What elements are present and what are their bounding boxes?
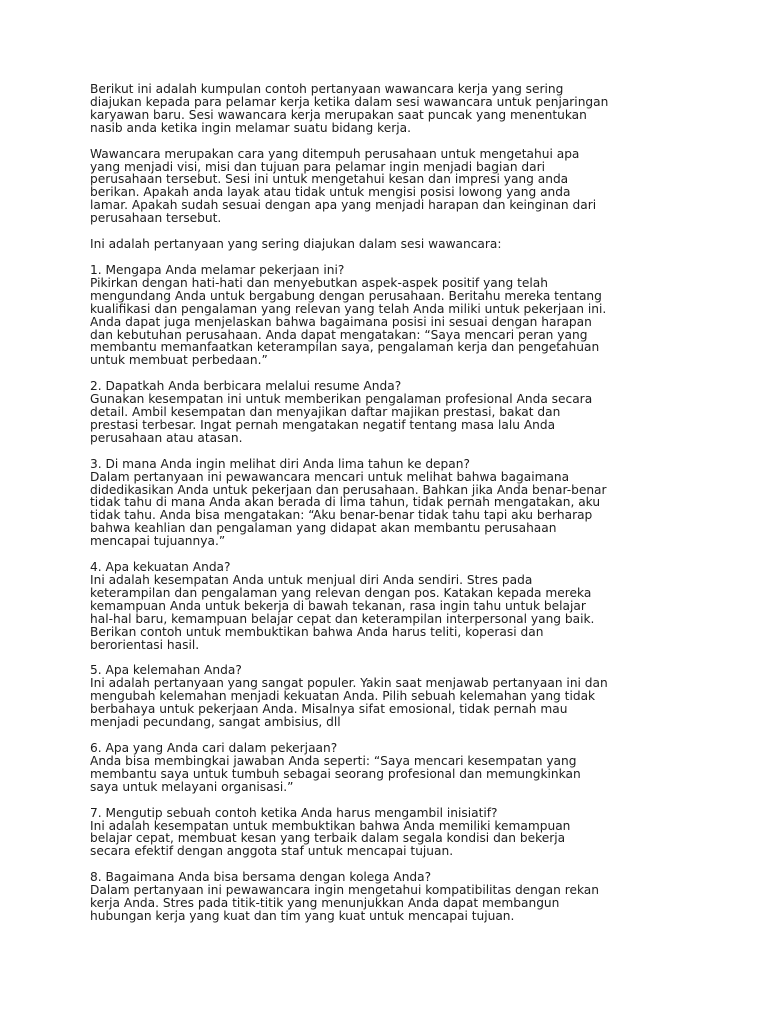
question-heading: 8. Bagaimana Anda bisa bersama dengan kolega Anda?: [90, 870, 432, 885]
question-heading: 7. Mengutip sebuah contoh ketika Anda harus mengambil inisiatif?: [90, 805, 498, 820]
answer-text: Ini adalah kesempatan untuk membuktikan bahwa Anda memiliki kemampuan belajar cepat, membuat kesan yang terbaik dalam segala kondisi dan bekerja secara efektif dengan anggota staf untuk mencapai tujuan.: [90, 818, 571, 859]
qa-item: [90, 458, 690, 548]
answer-text: Dalam pertanyaan ini pewawancara mencari untuk melihat bahwa bagaimana didedikasikan Anda untuk pekerjaan dan perusahaan. Bahkan jika Anda benar-benar tidak tahu di mana Anda akan berada di lima tahun, tidak pernah mengatakan, aku tidak tahu. Anda bisa mengatakan: “Aku benar-benar tidak tahu tapi aku berharap bahwa keahlian dan pengalaman yang didapat akan membantu perusahaan mencapai tujuannya.”: [90, 469, 607, 549]
question-heading: 1. Mengapa Anda melamar pekerjaan ini?: [90, 262, 345, 277]
question-heading: 5. Apa kelemahan Anda?: [90, 663, 242, 678]
intro-paragraph: Ini adalah pertanyaan yang sering diajukan dalam sesi wawancara:: [90, 237, 502, 252]
document-page: [90, 83, 690, 936]
answer-text: Pikirkan dengan hati-hati dan menyebutkan aspek-aspek positif yang telah mengundang Anda untuk bergabung dengan perusahaan. Beritahu mereka tentang kualifikasi dan pengalaman yang relevan yang telah Anda miliki untuk pekerjaan ini. Anda dapat juga menjelaskan bahwa bagaimana posisi ini sesuai dengan harapan dan kebutuhan perusahaan. Anda dapat mengatakan: “Saya mencari peran yang membantu memanfaatkan keterampilan saya, pengalaman kerja dan pengetahuan untuk membuat perbedaan.”: [90, 275, 607, 368]
qa-item: [90, 807, 690, 859]
question-heading: 6. Apa yang Anda cari dalam pekerjaan?: [90, 740, 338, 755]
answer-text: Ini adalah pertanyaan yang sangat populer. Yakin saat menjawab pertanyaan ini dan mengubah kelemahan menjadi kekuatan Anda. Pilih sebuah kelemahan yang tidak berbahaya untuk pekerjaan Anda. Misalnya sifat emosional, tidak pernah mau menjadi pecundang, sangat ambisius, dll: [90, 676, 608, 730]
qa-item: [90, 561, 690, 651]
qa-item: [90, 380, 690, 445]
answer-text: Dalam pertanyaan ini pewawancara ingin mengetahui kompatibilitas dengan rekan kerja Anda. Stres pada titik-titik yang menunjukkan Anda dapat membangun hubungan kerja yang kuat dan tim yang kuat untuk mencapai tujuan.: [90, 883, 599, 923]
question-heading: 4. Apa kekuatan Anda?: [90, 560, 231, 575]
question-heading: 3. Di mana Anda ingin melihat diri Anda lima tahun ke depan?: [90, 456, 470, 471]
qa-item: [90, 871, 690, 923]
qa-item: [90, 742, 690, 794]
answer-text: Ini adalah kesempatan Anda untuk menjual diri Anda sendiri. Stres pada keterampilan dan pengalaman yang relevan dengan pos. Katakan kepada mereka kemampuan Anda untuk bekerja di bawah tekanan, rasa ingin tahu untuk belajar hal-hal baru, kemampuan belajar cepat dan keterampilan interpersonal yang baik. Berikan contoh untuk membuktikan bahwa Anda harus teliti, koperasi dan berorientasi hasil.: [90, 573, 595, 652]
question-heading: 2. Dapatkah Anda berbicara melalui resume Anda?: [90, 379, 402, 394]
answer-text: Anda bisa membingkai jawaban Anda seperti: “Saya mencari kesempatan yang membantu saya untuk tumbuh sebagai seorang profesional dan memungkinkan saya untuk melayani organisasi.”: [90, 753, 581, 794]
intro-paragraph: Wawancara merupakan cara yang ditempuh perusahaan untuk mengetahui apa yang menjadi visi, misi dan tujuan para pelamar ingin menjadi bagian dari perusahaan tersebut. Sesi ini untuk mengetahui kesan dan impresi yang anda berikan. Apakah anda layak atau tidak untuk mengisi posisi lowong yang anda lamar. Apakah sudah sesuai dengan apa yang menjadi harapan dan keinginan dari perusahaan tersebut.: [90, 146, 597, 226]
qa-item: [90, 664, 690, 729]
qa-item: [90, 264, 690, 367]
answer-text: Gunakan kesempatan ini untuk memberikan pengalaman profesional Anda secara detail. Ambil kesempatan dan menyajikan daftar majikan prestasi, bakat dan prestasi terbesar. Ingat pernah mengatakan negatif tentang masa lalu Anda perusahaan atau atasan.: [90, 392, 593, 445]
intro-paragraph: Berikut ini adalah kumpulan contoh pertanyaan wawancara kerja yang sering diajukan kepada para pelamar kerja ketika dalam sesi wawancara untuk penjaringan karyawan baru. Sesi wawancara kerja merupakan saat puncak yang menentukan nasib anda ketika ingin melamar suatu bidang kerja.: [90, 82, 609, 135]
